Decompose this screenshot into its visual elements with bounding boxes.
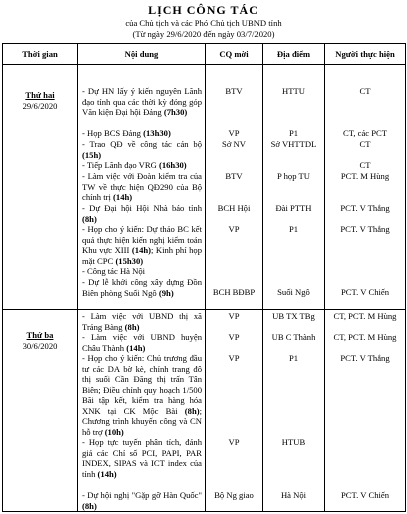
org-value: BTV xyxy=(225,171,243,181)
content-cell xyxy=(78,310,206,512)
day-row-monday xyxy=(3,65,406,310)
org-value: Bộ Ng giao xyxy=(214,490,254,500)
org-cell xyxy=(206,65,263,310)
place-value xyxy=(263,160,324,171)
person-cell xyxy=(325,65,406,310)
org-value xyxy=(206,266,262,277)
day-date: 29/6/2020 xyxy=(22,100,58,111)
day-name: Thứ hai xyxy=(25,90,55,100)
agenda-item: - Dự HN lấy ý kiến nguyên Lãnh đạo tỉnh qua các thời kỳ đóng góp Văn kiện Đại hội Đảng (7h30) xyxy=(82,86,202,117)
org-value: Sở NV xyxy=(222,139,246,149)
content-cell xyxy=(78,65,206,310)
person-value xyxy=(325,266,405,277)
person-value: PCT. M Hùng xyxy=(340,171,390,181)
person-value: PCT. V Thắng xyxy=(340,224,390,234)
page-title: LỊCH CÔNG TÁC xyxy=(148,3,259,17)
person-value: CT, PCT. M Hùng xyxy=(333,332,397,342)
agenda-item: - Dự lễ khởi công xây dựng Đồn Biên phòng Suối Ngô (9h) xyxy=(82,277,202,298)
agenda-item: - Công tác Hà Nội xyxy=(82,266,146,276)
org-value: VP xyxy=(228,353,240,363)
header-row xyxy=(3,44,406,65)
person-cell xyxy=(325,310,406,512)
agenda-item: - Tiếp Lãnh đạo VRG (16h30) xyxy=(82,160,187,170)
org-value: VP xyxy=(228,332,240,342)
date-range: (Từ ngày 29/6/2020 đến ngày 03/7/2020) xyxy=(132,29,275,39)
person-value: CT xyxy=(359,160,371,170)
person-value: PCT. V Thắng xyxy=(340,353,390,363)
agenda-item: - Làm việc với Đoàn kiểm tra của TW về thực hiện QĐ290 của Bộ chính trị (14h) xyxy=(82,171,202,202)
agenda-item: - Dự Đại hội Hội Nhà báo tỉnh (8h) xyxy=(82,203,202,224)
col-header-org: CQ mời xyxy=(206,44,263,65)
place-value: HTUB xyxy=(281,437,306,447)
day-name: Thứ ba xyxy=(26,330,54,340)
org-value: BCH Hội xyxy=(217,203,251,213)
org-value: VP xyxy=(228,437,240,447)
person-value: PCT. V Chiến xyxy=(341,490,389,500)
place-value: P1 xyxy=(288,224,299,234)
org-cell xyxy=(206,310,263,512)
place-value: P họp TU xyxy=(277,171,310,181)
place-cell xyxy=(263,65,325,310)
org-value xyxy=(206,160,262,171)
place-value: UB TX TBg xyxy=(272,311,315,321)
org-value: BCH BĐBP xyxy=(212,287,256,297)
person-value: CT xyxy=(359,86,371,96)
agenda-item: - Họp tực tuyến phân tích, đánh giá các Chỉ số PCI, PAPI, PAR INDEX, SIPAS và ICT index của tỉnh (14h) xyxy=(82,437,202,479)
person-value: CT, các PCT xyxy=(343,128,387,138)
day-date: 30/6/2020 xyxy=(22,340,58,351)
org-value: VP xyxy=(228,224,240,234)
place-value: UB C Thành xyxy=(271,332,316,342)
col-header-content: Nội dung xyxy=(78,44,206,65)
place-value: Sở VHTTDL xyxy=(270,139,317,149)
agenda-item: - Dự hội nghị "Gặp gỡ Hàn Quốc" (8h) xyxy=(82,490,202,511)
page-subtitle: của Chủ tịch và các Phó Chủ tịch UBND tỉnh xyxy=(125,18,282,28)
agenda-item: - Làm việc với UBND huyện Châu Thành (14h) xyxy=(82,332,202,353)
person-value: CT xyxy=(359,139,371,149)
day-cell xyxy=(3,310,78,512)
col-header-person: Người thực hiện xyxy=(325,44,406,65)
place-value: P1 xyxy=(288,353,299,363)
agenda-item: - Họp BCS Đảng (13h30) xyxy=(82,128,171,138)
person-value xyxy=(325,437,405,490)
place-value: P1 xyxy=(288,128,299,138)
org-value: BTV xyxy=(225,86,243,96)
org-value: VP xyxy=(228,128,240,138)
person-value: PCT. V Thắng xyxy=(340,203,390,213)
agenda-item: - Họp cho ý kiến: Dự thảo BC kết quả thực hiện kiến nghị kiểm toán Khu vực XIII (14h); Kinh phí họp mặt CPC (15h30) xyxy=(82,224,202,266)
place-value: HTTU xyxy=(282,86,305,96)
place-value: Đài PTTH xyxy=(275,203,312,213)
agenda-item: - Trao QĐ về công tác cán bộ (15h) xyxy=(82,139,202,160)
schedule-table xyxy=(2,43,406,512)
agenda-item: - Họp cho ý kiến: Chủ trương đầu tư các DA bờ kè, chỉnh trang đô thị suối Cần Đăng thị trấn Tân Biên; Điều chỉnh quy hoạch 1/500 Bãi tập kết, kiểm tra hàng hóa XNK tại CK Mộc Bài (8h); Chương trình khuyến công và CN hỗ trợ (10h) xyxy=(82,353,202,437)
place-value: Suối Ngô xyxy=(277,287,310,297)
day-cell xyxy=(3,65,78,310)
col-header-place: Địa điểm xyxy=(263,44,325,65)
place-value xyxy=(263,266,324,277)
place-cell xyxy=(263,310,325,512)
agenda-item: - Làm việc với UBND thị xã Trảng Bàng (8h) xyxy=(82,311,202,332)
org-value: VP xyxy=(228,311,240,321)
day-row-tuesday xyxy=(3,310,406,512)
person-value: PCT. V Chiến xyxy=(341,287,389,297)
place-value: Hà Nội xyxy=(280,490,307,500)
col-header-time: Thời gian xyxy=(3,44,78,65)
person-value: CT, PCT. M Hùng xyxy=(333,311,397,321)
